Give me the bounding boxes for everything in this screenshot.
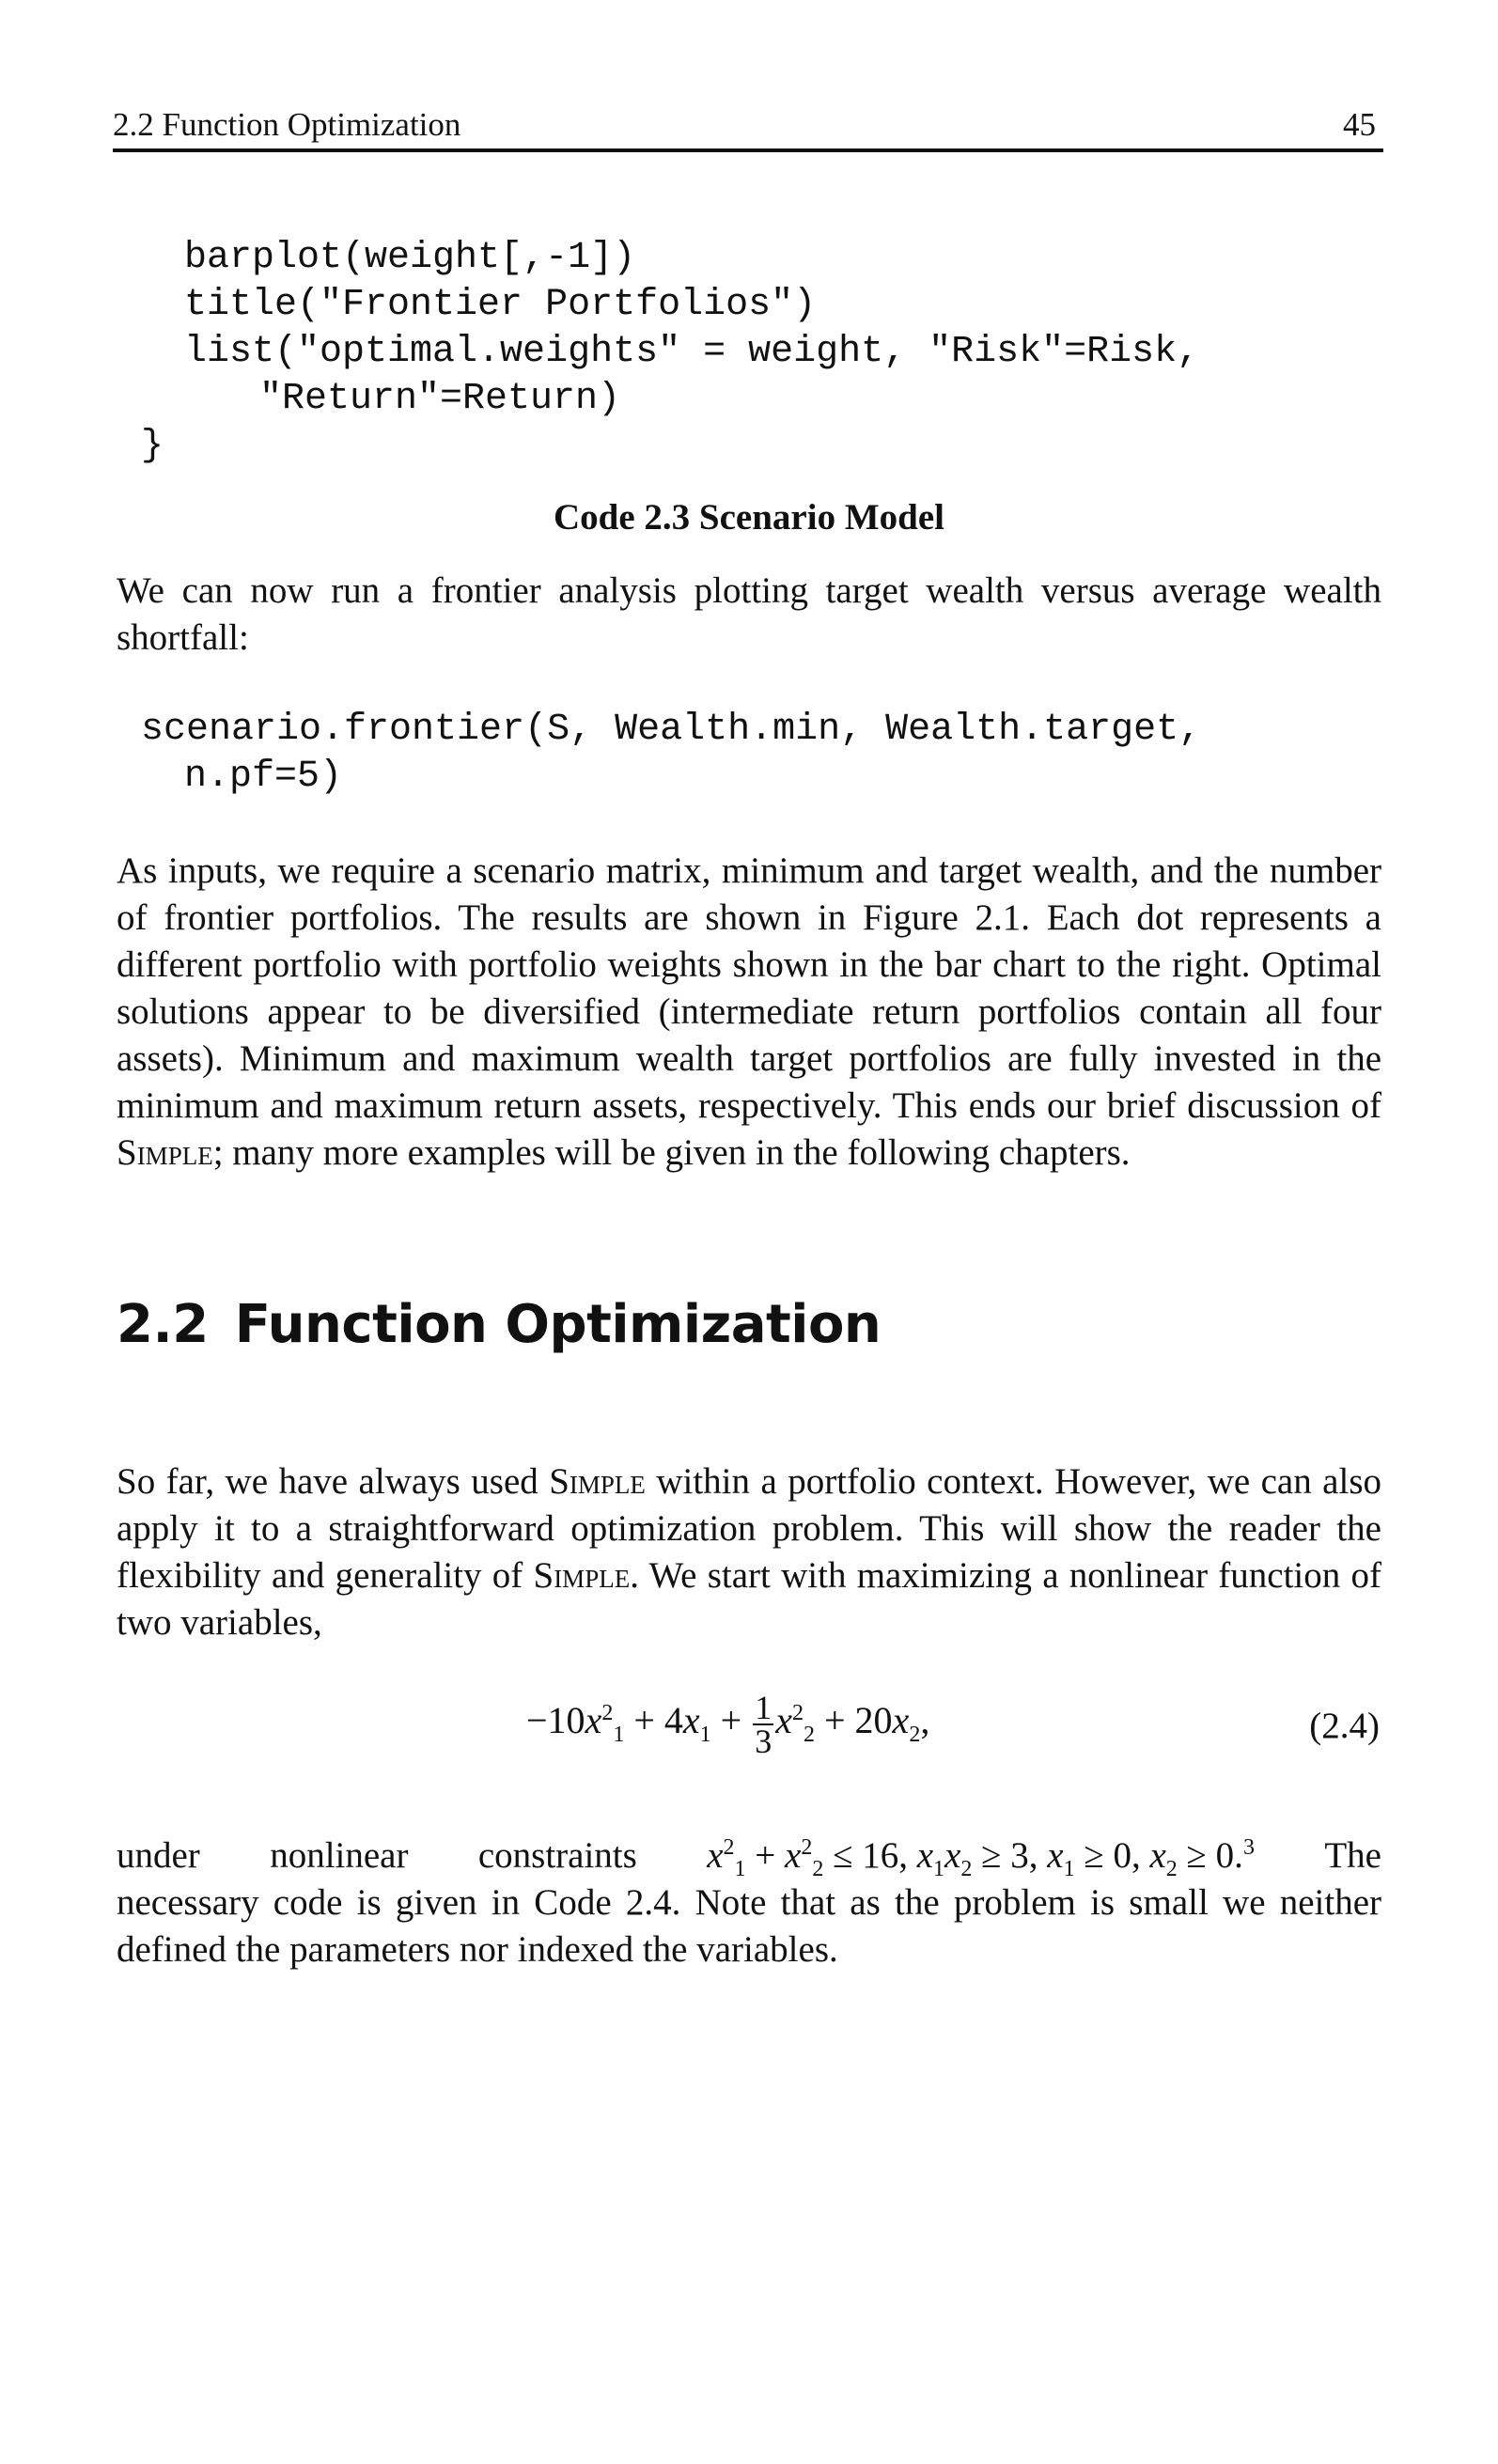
simple-name: Simple xyxy=(117,1132,213,1173)
paragraph-intro xyxy=(117,568,1381,662)
code-caption: Code 2.3 Scenario Model xyxy=(554,497,944,538)
paragraph-text: within a portfolio context. However, we can also apply it to a straightforward optimization problem. This will show the reader the flexibility and generality of xyxy=(117,1461,1381,1596)
equation-number: (2.4) xyxy=(1309,1706,1380,1746)
fraction: $\frac{1}{3}$ xyxy=(755,1689,772,1760)
section-title: Function Optimization xyxy=(234,1294,882,1355)
code-line: title("Frontier Portfolios") xyxy=(184,284,817,326)
section-number: 2.2 xyxy=(117,1294,209,1355)
paragraph-text: . We start with maximizing a nonlinear function of two variables, xyxy=(117,1555,1381,1643)
section-heading xyxy=(117,1287,881,1363)
constraint-line: under nonlinear constraints $x^2_1 + x^2_2 \le 16$, $x_1x_2 \ge 3$, $x_1 \ge 0$, $x_2 \ge 0.^3$ The xyxy=(117,1832,1381,1879)
running-header xyxy=(113,101,1383,152)
paragraph-text: As inputs, we require a scenario matrix, minimum and target wealth, and the number of frontier portfolios. The results are shown in Figure 2.1. Each dot represents a different portfolio with portfolio weights shown in the bar chart to the right. Optimal solutions appear to be diversified (intermediate return portfolios contain all four assets). Minimum and maximum wealth target portfolios are fully invested in the minimum and maximum return assets, respectively. This ends our brief discussion of xyxy=(117,850,1381,1126)
running-header-title: 2.2 Function Optimization xyxy=(113,106,461,143)
code-line: barplot(weight[,-1]) xyxy=(184,237,636,279)
code-line: } xyxy=(141,425,164,467)
paragraph-results xyxy=(117,848,1381,1177)
code-line: n.pf=5) xyxy=(184,756,343,798)
constraints-math: $x^2_1 + x^2_2 \le 16$, $x_1x_2 \ge 3$, $x_1 \ge 0$, $x_2 \ge 0.^3$ xyxy=(707,1835,1255,1881)
page-number: 45 xyxy=(1343,106,1376,143)
paragraph-function-opt xyxy=(117,1458,1381,1646)
equation-objective: $-10x^2_1 + 4x_1$ + $\frac{1}{3}$ $x^2_2 + 20x_2$, xyxy=(526,1689,930,1760)
paragraph-text: necessary code is given in Code 2.4. Note that as the problem is small we neither defined the parameters nor indexed the variables. xyxy=(117,1882,1381,1970)
code-line: "Return"=Return) xyxy=(259,378,621,420)
paragraph-text: ; many more examples will be given in the following chapters. xyxy=(212,1132,1131,1173)
code-line: scenario.frontier(S, Wealth.min, Wealth.target, xyxy=(141,709,1202,751)
simple-name: Simple xyxy=(549,1461,646,1502)
code-line: list("optimal.weights" = weight, "Risk"=Risk, xyxy=(184,331,1200,373)
paragraph-text: We can now run a frontier analysis plotting target wealth versus average wealth shortfall: xyxy=(117,570,1381,658)
footnote-marker[interactable]: 3 xyxy=(1242,1835,1255,1860)
simple-name: Simple xyxy=(533,1555,631,1596)
paragraph-text: So far, we have always used xyxy=(117,1461,550,1502)
paragraph-constraints xyxy=(117,1879,1381,1973)
